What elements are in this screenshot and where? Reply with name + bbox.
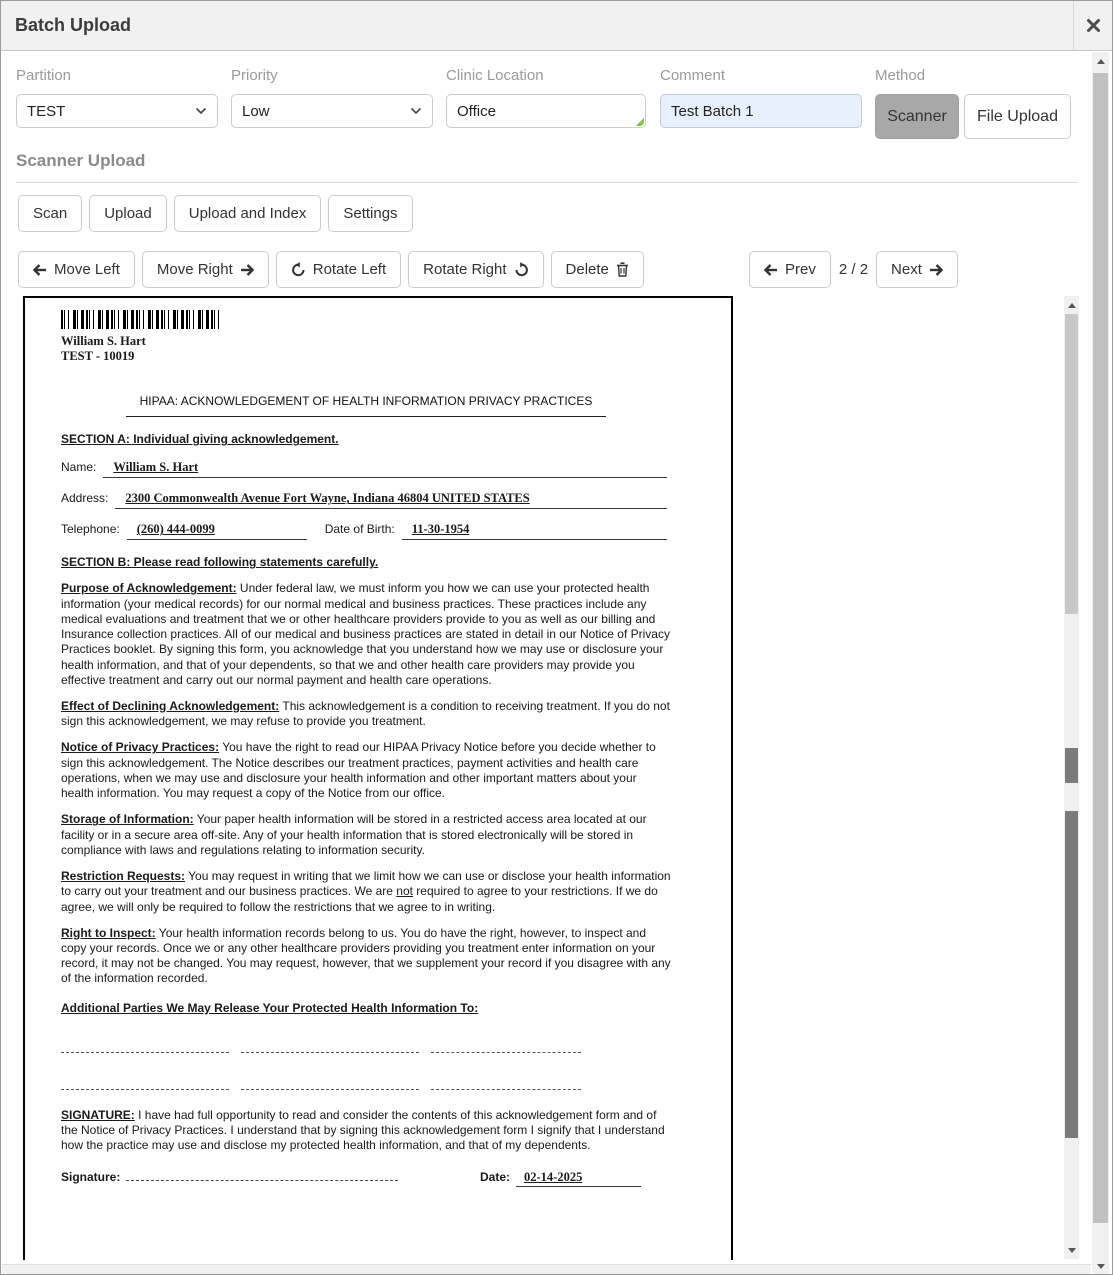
triangle-up-icon — [1097, 59, 1105, 64]
priority-select[interactable] — [231, 94, 433, 128]
arrow-right-icon — [929, 264, 943, 276]
blank-line-row — [61, 1077, 641, 1090]
preview-scrollbar[interactable] — [1064, 296, 1079, 1259]
dialog-scrollbar-thumb[interactable] — [1093, 73, 1108, 1223]
clinic-location-value: Office — [457, 102, 496, 120]
action-button-row — [18, 195, 413, 232]
partition-label: Partition — [16, 67, 72, 84]
clinic-location-label: Clinic Location — [446, 67, 544, 84]
paragraph-storage: Storage of Information: Your paper health information will be stored in a restricted access area located at our facility or in a secure area off-site. Any of your health information that is stored electronically will be stored in compliance with laws and regulations relating to information security. — [61, 812, 647, 857]
partition-value: TEST — [27, 102, 66, 120]
address-row — [61, 491, 667, 509]
page-toolbar — [18, 251, 644, 288]
paragraph-notice: Notice of Privacy Practices: You have the right to read our HIPAA Privacy Notice before you decide whether to sign this acknowledgement. The Notice describes our treatment practices, payment activities and health care operations, when we may use and disclosure your health information and other important matters about your health information. You may request a copy of the Notice from our office. — [61, 740, 656, 801]
paragraph-effect: Effect of Declining Acknowledgement: This acknowledgement is a condition to receiving treatment. If you do not sign this acknowledgement, we may refuse to provide you treatment. — [61, 698, 670, 729]
rotate-left-icon — [291, 262, 306, 277]
address-value: 2300 Commonwealth Avenue Fort Wayne, Indiana 46804 UNITED STATES — [125, 491, 530, 506]
section-a-heading: SECTION A: Individual giving acknowledgement. — [61, 432, 339, 447]
comment-value: Test Batch 1 — [671, 102, 754, 120]
telephone-dob-row — [61, 522, 667, 540]
pager — [749, 251, 958, 288]
method-label: Method — [875, 67, 926, 84]
scanned-page — [25, 298, 731, 1187]
dob-label: Date of Birth: — [324, 522, 395, 537]
delete-button[interactable]: Delete — [551, 251, 644, 288]
title-rule — [126, 416, 606, 417]
dialog-scrollbar[interactable] — [1092, 52, 1109, 1275]
dob-value: 11-30-1954 — [411, 522, 470, 537]
scrollbar-dark-mark — [1065, 811, 1078, 1138]
triangle-down-icon — [1097, 1264, 1105, 1269]
move-right-button[interactable]: Move Right — [142, 251, 269, 288]
partition-select[interactable] — [16, 94, 218, 128]
paragraph-purpose: Purpose of Acknowledgement: Under federal law, we must inform you how we can use your protected health information (your medical records) for our normal medical and business practices. These practices include any medical evaluations and treatment that we or other healthcare providers provide to you as well as our billing and Insurance collection practices. All of our medical and business practices are stated in detail in our Notice of Privacy Practices booklet. By signing this form, you acknowledge that you understand how we may use or disclosure your health information, and that of your dependents, so that we and other health care providers may provide you effective treatment and carry out our normal payment and health care operations. — [61, 581, 670, 687]
patient-name: William S. Hart — [61, 334, 146, 348]
chevron-down-icon — [195, 107, 207, 115]
signature-label: Signature: — [61, 1169, 121, 1184]
scroll-up-button[interactable] — [1064, 296, 1079, 314]
method-scanner-button[interactable]: Scanner — [875, 94, 959, 139]
priority-value: Low — [242, 102, 270, 120]
triangle-up-icon — [1068, 303, 1076, 308]
scrollbar-dark-mark — [1065, 748, 1078, 783]
barcode-image — [61, 310, 219, 329]
resize-handle-icon[interactable] — [635, 117, 644, 126]
blank-line-row — [61, 1040, 641, 1053]
upload-button[interactable]: Upload — [89, 195, 167, 232]
additional-parties-heading: Additional Parties We May Release Your Protected Health Information To: — [61, 1000, 479, 1015]
date-value: 02-14-2025 — [524, 1169, 583, 1184]
dialog-title: Batch Upload — [15, 15, 132, 35]
name-row — [61, 460, 667, 478]
move-left-button[interactable]: Move Left — [18, 251, 135, 288]
rotate-right-button[interactable]: Rotate Right — [408, 251, 543, 288]
priority-label: Priority — [231, 67, 278, 84]
chevron-down-icon — [410, 107, 422, 115]
telephone-value: (260) 444-0099 — [136, 522, 215, 537]
date-line — [516, 1170, 641, 1187]
rotate-right-icon — [514, 262, 529, 277]
clinic-location-input[interactable] — [446, 94, 646, 128]
signature-row — [61, 1168, 641, 1187]
document-title: HIPAA: ACKNOWLEDGEMENT OF HEALTH INFORMATION PRIVACY PRACTICES — [139, 394, 593, 408]
scan-button[interactable]: Scan — [18, 195, 82, 232]
arrow-left-icon — [33, 264, 47, 276]
settings-button[interactable]: Settings — [328, 195, 412, 232]
scanner-upload-heading: Scanner Upload — [16, 151, 146, 170]
patient-id: TEST - 10019 — [61, 349, 135, 363]
telephone-label: Telephone: — [61, 522, 120, 537]
rotate-left-button[interactable]: Rotate Left — [276, 251, 401, 288]
scroll-down-button[interactable] — [1092, 1257, 1109, 1275]
paragraph-right-to-inspect: Right to Inspect: Your health information records belong to us. You do have the right, however, to inspect and copy your records. Once we or any other healthcare providers providing you treatment enter information on your record, it may not be changed. You may request, however, that we supplement your record if you disagree with any of the information recorded. — [61, 925, 671, 986]
name-label: Name: — [61, 460, 97, 475]
horizontal-scrollbar-track[interactable] — [2, 1264, 1091, 1275]
date-label: Date: — [479, 1169, 510, 1184]
triangle-down-icon — [1068, 1248, 1076, 1253]
signature-blank-line — [126, 1168, 398, 1181]
close-icon — [1086, 18, 1101, 33]
arrow-left-icon — [764, 264, 778, 276]
name-value: William S. Hart — [113, 460, 199, 475]
scroll-down-button[interactable] — [1064, 1241, 1079, 1259]
page-indicator: 2 / 2 — [838, 261, 869, 278]
upload-and-index-button[interactable]: Upload and Index — [174, 195, 322, 232]
signature-statement: SIGNATURE: I have had full opportunity to read and consider the contents of this acknowledgement form and of the Notice of Privacy Practices. I understand that by signing this acknowledgement form I signify that I understand how the practice may use and disclose my protected health information, and that of my dependents. — [61, 1107, 665, 1153]
address-label: Address: — [61, 491, 109, 506]
method-file-upload-button[interactable]: File Upload — [964, 94, 1071, 139]
scroll-up-button[interactable] — [1092, 52, 1109, 70]
paragraph-restriction: Restriction Requests: You may request in writing that we limit how we can use or disclose your health information to carry out your treatment and our business practices. We are not required to agree to your restrictions. If we do agree, we will only be required to follow the restrictions that we agree to in writing. — [61, 869, 671, 914]
comment-input[interactable] — [660, 94, 862, 128]
next-button[interactable]: Next — [876, 251, 958, 288]
prev-button[interactable]: Prev — [749, 251, 831, 288]
arrow-right-icon — [240, 264, 254, 276]
section-b-heading: SECTION B: Please read following statements carefully. — [61, 555, 379, 570]
document-preview — [23, 296, 733, 1260]
dialog-header — [1, 1, 1112, 51]
preview-scrollbar-thumb[interactable] — [1065, 314, 1078, 614]
close-button[interactable] — [1073, 1, 1112, 50]
section-divider — [16, 182, 1078, 183]
comment-label: Comment — [660, 67, 726, 84]
trash-icon — [616, 262, 629, 277]
